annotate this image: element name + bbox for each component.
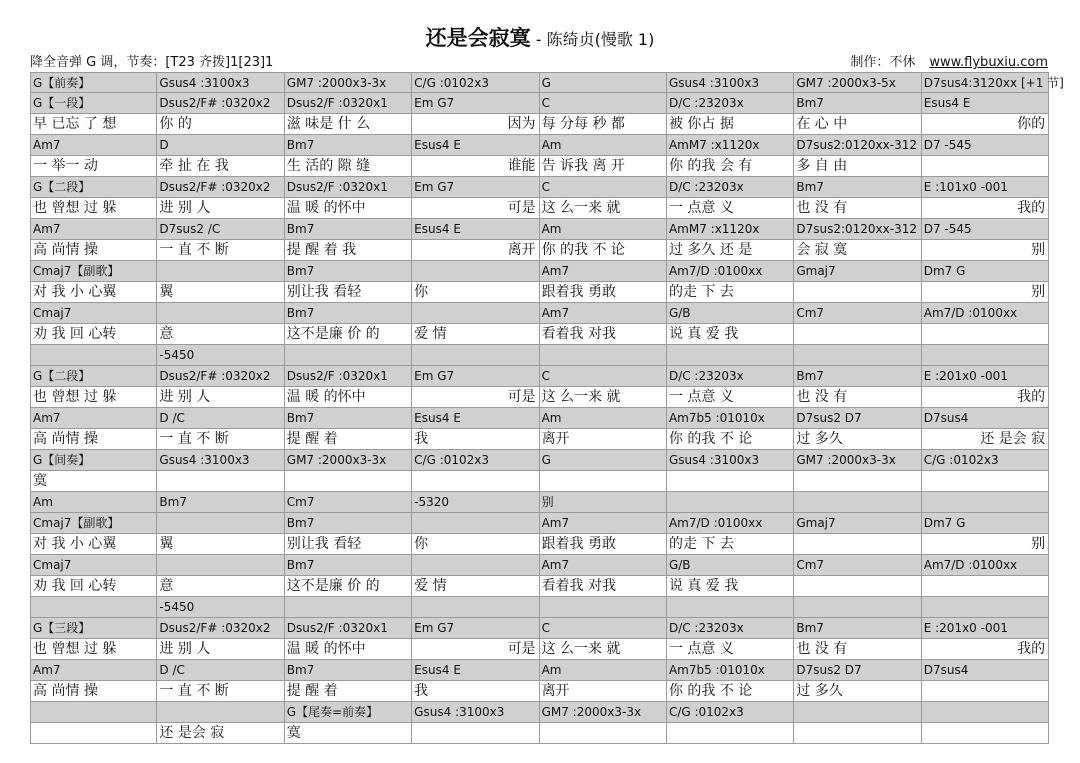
chord-cell: Em G7 [412, 177, 539, 198]
lyric-row [30, 723, 1049, 744]
lyric-cell: 因为 [412, 114, 539, 135]
lyric-cell: 每 分每 秒 都 [540, 114, 667, 135]
lyric-cell: 这 么一来 就 [540, 198, 667, 219]
chord-cell: Bm7 [285, 555, 412, 576]
chord-cell: G【二段】 [30, 366, 157, 387]
chord-cell: D/C :23203x [667, 618, 794, 639]
chord-row [30, 177, 1049, 198]
lyric-cell: 你 [412, 282, 539, 303]
lyric-cell [794, 576, 921, 597]
chord-cell: GM7 :2000x3-5x [794, 72, 921, 93]
chord-cell: Am7 [30, 408, 157, 429]
chord-cell: C [540, 618, 667, 639]
chord-cell [157, 702, 284, 723]
chord-cell: C/G :0102x3 [412, 72, 539, 93]
chord-cell: 别 [540, 492, 667, 513]
chord-cell [794, 702, 921, 723]
chord-cell: Gmaj7 [794, 513, 921, 534]
chord-cell: Am7/D :0100xx [922, 555, 1049, 576]
lyric-row [30, 156, 1049, 177]
chord-row [30, 702, 1049, 723]
chord-cell: G [540, 450, 667, 471]
chord-cell: Dsus2/F :0320x1 [285, 93, 412, 114]
chord-cell: G [540, 72, 667, 93]
chord-cell: C/G :0102x3 [922, 450, 1049, 471]
lyric-cell: 爱 情 [412, 324, 539, 345]
lyric-cell: 对 我 小 心翼 [30, 534, 157, 555]
lyric-cell [922, 471, 1049, 492]
chord-cell: Am [540, 219, 667, 240]
chord-cell: Em G7 [412, 366, 539, 387]
lyric-cell: 也 曾想 过 躲 [30, 387, 157, 408]
lyric-cell [794, 723, 921, 744]
lyric-cell [30, 723, 157, 744]
chord-cell [157, 555, 284, 576]
lyric-cell: 的走 下 去 [667, 282, 794, 303]
chord-cell: Dsus2/F# :0320x2 [157, 177, 284, 198]
lyric-cell [285, 471, 412, 492]
lyric-cell [794, 282, 921, 303]
chord-cell: Cmaj7【副歌】 [30, 513, 157, 534]
lyric-cell: 别让我 看轻 [285, 534, 412, 555]
chord-cell [285, 345, 412, 366]
lyric-cell: 可是 [412, 639, 539, 660]
lyric-cell: 过 多久 [794, 429, 921, 450]
lyric-cell: 还 是会 寂 [157, 723, 284, 744]
chord-cell [922, 345, 1049, 366]
chord-cell: C/G :0102x3 [667, 702, 794, 723]
lyric-row [30, 240, 1049, 261]
chord-cell: Am7/D :0100xx [667, 513, 794, 534]
chord-cell: D /C [157, 660, 284, 681]
chord-cell: Cmaj7 [30, 303, 157, 324]
lyric-cell: 你 的我 会 有 [667, 156, 794, 177]
author-name: 制作：不休 [850, 55, 916, 70]
lyric-cell [794, 471, 921, 492]
chord-row [30, 597, 1049, 618]
lyric-cell: 一 直 不 断 [157, 681, 284, 702]
lyric-row [30, 576, 1049, 597]
chord-cell: D/C :23203x [667, 93, 794, 114]
chord-cell: G【一段】 [30, 93, 157, 114]
lyric-cell: 我的 [922, 198, 1049, 219]
chord-cell: Esus4 E [922, 93, 1049, 114]
lyric-cell: 也 没 有 [794, 198, 921, 219]
chord-row [30, 408, 1049, 429]
chord-cell: C [540, 366, 667, 387]
chord-cell: Gsus4 :3100x3 [667, 450, 794, 471]
lyric-cell: 离开 [540, 429, 667, 450]
chord-cell: Bm7 [285, 261, 412, 282]
lyric-cell: 被 你占 据 [667, 114, 794, 135]
chord-cell: Gsus4 :3100x3 [667, 72, 794, 93]
lyric-cell: 你 [412, 534, 539, 555]
chord-cell: Cmaj7 [30, 555, 157, 576]
lyric-cell: 你 的我 不 论 [667, 681, 794, 702]
lyric-cell: 一 点意 义 [667, 639, 794, 660]
lyric-cell: 你的 [922, 114, 1049, 135]
lyric-cell: 跟着我 勇敢 [540, 534, 667, 555]
lyric-cell: 我 [412, 681, 539, 702]
chord-cell [30, 702, 157, 723]
lyric-cell: 一 点意 义 [667, 198, 794, 219]
lyric-cell [540, 471, 667, 492]
chord-cell: Am7 [540, 261, 667, 282]
lyric-cell: 生 活的 隙 缝 [285, 156, 412, 177]
lyric-cell: 跟着我 勇敢 [540, 282, 667, 303]
chord-cell: Dsus2/F# :0320x2 [157, 93, 284, 114]
lyric-cell: 可是 [412, 387, 539, 408]
chord-cell: D/C :23203x [667, 366, 794, 387]
chord-cell: C [540, 93, 667, 114]
lyric-cell: 你 的 [157, 114, 284, 135]
lyric-cell: 别 [922, 282, 1049, 303]
chord-cell: Bm7 [285, 513, 412, 534]
chord-cell [285, 597, 412, 618]
chord-cell: Cm7 [794, 303, 921, 324]
chord-row [30, 618, 1049, 639]
lyric-cell: 多 自 由 [794, 156, 921, 177]
chord-cell: Am7 [540, 513, 667, 534]
chord-cell: D7sus2:0120xx-312 [794, 135, 921, 156]
chord-row [30, 492, 1049, 513]
lyric-cell: 我的 [922, 387, 1049, 408]
chord-cell: G/B [667, 555, 794, 576]
chord-cell [412, 597, 539, 618]
chord-cell [157, 513, 284, 534]
lyric-cell: 你 的我 不 论 [667, 429, 794, 450]
chord-cell [540, 345, 667, 366]
lyric-cell: 还 是会 寂 [922, 429, 1049, 450]
chord-cell: C/G :0102x3 [412, 450, 539, 471]
lyric-cell: 意 [157, 324, 284, 345]
lyric-cell: 寞 [30, 471, 157, 492]
site-url-link[interactable]: www.flybuxiu.com [929, 55, 1048, 70]
lyric-cell: 提 醒 着 [285, 681, 412, 702]
lyric-cell: 这 么一来 就 [540, 387, 667, 408]
chord-cell: D7sus2 D7 [794, 660, 921, 681]
lyric-cell [157, 471, 284, 492]
lyric-cell: 进 别 人 [157, 387, 284, 408]
lyric-cell: 这不是廉 价 的 [285, 576, 412, 597]
chord-cell: Esus4 E [412, 660, 539, 681]
lyric-row [30, 282, 1049, 303]
chord-cell: Bm7 [285, 660, 412, 681]
chord-cell: -5450 [157, 345, 284, 366]
lyric-row [30, 114, 1049, 135]
lyric-cell: 一 直 不 断 [157, 429, 284, 450]
lyric-cell: 这 么一来 就 [540, 639, 667, 660]
chord-cell: Cmaj7【副歌】 [30, 261, 157, 282]
chord-cell: GM7 :2000x3-3x [540, 702, 667, 723]
chord-cell: Bm7 [285, 219, 412, 240]
chord-cell: E :201x0 -001 [922, 618, 1049, 639]
lyric-cell: 过 多久 还 是 [667, 240, 794, 261]
chord-cell: GM7 :2000x3-3x [285, 450, 412, 471]
chord-cell: D/C :23203x [667, 177, 794, 198]
chord-cell: G【三段】 [30, 618, 157, 639]
chord-cell: GM7 :2000x3-3x [794, 450, 921, 471]
chord-cell: D [157, 135, 284, 156]
song-title: 还是会寂寞 [425, 26, 531, 50]
chord-cell: Am7 [30, 660, 157, 681]
chord-cell: Dsus2/F :0320x1 [285, 366, 412, 387]
chord-cell: Bm7 [794, 93, 921, 114]
lyric-cell: 提 醒 着 [285, 429, 412, 450]
song-subtitle: - 陈绮贞(慢歌 1) [530, 30, 655, 49]
lyric-cell: 的走 下 去 [667, 534, 794, 555]
chord-cell: Am7b5 :01010x [667, 660, 794, 681]
chord-cell: Am7b5 :01010x [667, 408, 794, 429]
chord-cell: Dsus2/F :0320x1 [285, 618, 412, 639]
chord-cell: Dsus2/F# :0320x2 [157, 618, 284, 639]
lyric-cell: 早 已忘 了 想 [30, 114, 157, 135]
chord-cell: Am7 [540, 555, 667, 576]
lyric-cell [922, 576, 1049, 597]
chord-cell: Bm7 [794, 366, 921, 387]
chord-cell: Cm7 [794, 555, 921, 576]
chord-cell [922, 597, 1049, 618]
chord-cell: AmM7 :x1120x [667, 135, 794, 156]
lyric-cell: 对 我 小 心翼 [30, 282, 157, 303]
lyric-cell: 温 暖 的怀中 [285, 198, 412, 219]
chord-cell [540, 597, 667, 618]
chord-cell: Am7/D :0100xx [667, 261, 794, 282]
lyric-cell: 离开 [412, 240, 539, 261]
chord-row [30, 660, 1049, 681]
chord-cell: Esus4 E [412, 408, 539, 429]
chord-cell [30, 345, 157, 366]
chord-cell: Dsus2/F# :0320x2 [157, 366, 284, 387]
lyric-cell: 劝 我 回 心转 [30, 576, 157, 597]
lyric-cell: 滋 味是 什 么 [285, 114, 412, 135]
chord-cell: Em G7 [412, 618, 539, 639]
lyric-row [30, 534, 1049, 555]
lyric-cell: 我 [412, 429, 539, 450]
lyric-row [30, 324, 1049, 345]
chord-cell: Cm7 [285, 492, 412, 513]
lyric-cell: 也 曾想 过 躲 [30, 198, 157, 219]
lyric-cell: 爱 情 [412, 576, 539, 597]
lyric-cell: 进 别 人 [157, 639, 284, 660]
lyric-cell: 别 [922, 240, 1049, 261]
chord-cell: Bm7 [285, 135, 412, 156]
chord-cell: Am [30, 492, 157, 513]
chord-row [30, 513, 1049, 534]
lyric-cell: 说 真 爱 我 [667, 324, 794, 345]
chord-cell: -5320 [412, 492, 539, 513]
chord-cell: Am [540, 660, 667, 681]
chord-cell: Gmaj7 [794, 261, 921, 282]
chord-row [30, 555, 1049, 576]
chord-cell: Dm7 G [922, 513, 1049, 534]
chord-cell [922, 702, 1049, 723]
lyric-row [30, 198, 1049, 219]
chord-cell [412, 345, 539, 366]
lyric-cell: 别 [922, 534, 1049, 555]
chord-cell [30, 597, 157, 618]
chord-cell: Am7/D :0100xx [922, 303, 1049, 324]
chord-cell: D /C [157, 408, 284, 429]
chord-cell [794, 597, 921, 618]
chord-cell: G【前奏】 [30, 72, 157, 93]
chord-cell: Bm7 [285, 408, 412, 429]
lyric-cell [412, 471, 539, 492]
chord-row [30, 219, 1049, 240]
chord-cell: G/B [667, 303, 794, 324]
lyric-cell: 看着我 对我 [540, 576, 667, 597]
chord-cell: Bm7 [157, 492, 284, 513]
lyric-cell: 牵 扯 在 我 [157, 156, 284, 177]
chord-cell [412, 303, 539, 324]
chord-row [30, 366, 1049, 387]
chord-cell: E :201x0 -001 [922, 366, 1049, 387]
lyric-cell [922, 723, 1049, 744]
lyric-cell [922, 156, 1049, 177]
chord-cell: Gsus4 :3100x3 [157, 450, 284, 471]
lyric-cell [794, 324, 921, 345]
chord-row [30, 135, 1049, 156]
chord-cell: D7sus2 /C [157, 219, 284, 240]
chord-cell: Am [540, 408, 667, 429]
lyric-cell: 你 的我 不 论 [540, 240, 667, 261]
chord-row [30, 261, 1049, 282]
lyric-cell: 也 没 有 [794, 639, 921, 660]
chord-cell: Em G7 [412, 93, 539, 114]
lyric-cell: 我的 [922, 639, 1049, 660]
chord-cell: D7sus2 D7 [794, 408, 921, 429]
lyric-cell [922, 681, 1049, 702]
chord-cell [667, 597, 794, 618]
chord-cell: Dsus2/F :0320x1 [285, 177, 412, 198]
chord-cell: Am [540, 135, 667, 156]
chord-cell: Am7 [30, 135, 157, 156]
lyric-cell: 提 醒 着 我 [285, 240, 412, 261]
chord-cell: D7sus4 [922, 408, 1049, 429]
chord-cell: D7sus4 [922, 660, 1049, 681]
lyric-cell: 也 没 有 [794, 387, 921, 408]
lyric-cell: 翼 [157, 282, 284, 303]
chord-cell [794, 345, 921, 366]
chord-cell: Dm7 G [922, 261, 1049, 282]
lyric-cell: 温 暖 的怀中 [285, 639, 412, 660]
lyric-cell: 也 曾想 过 躲 [30, 639, 157, 660]
lyric-cell [667, 471, 794, 492]
lyric-cell: 在 心 中 [794, 114, 921, 135]
lyric-row [30, 639, 1049, 660]
chord-cell [157, 261, 284, 282]
chord-cell [412, 555, 539, 576]
chord-cell: G【尾奏=前奏】 [285, 702, 412, 723]
chord-cell [412, 261, 539, 282]
lyric-cell: 一 点意 义 [667, 387, 794, 408]
lyric-cell: 离开 [540, 681, 667, 702]
chord-cell: G【间奏】 [30, 450, 157, 471]
lyric-row [30, 471, 1049, 492]
chord-cell: Esus4 E [412, 135, 539, 156]
chord-cell: D7sus2:0120xx-312 [794, 219, 921, 240]
chord-cell: Am7 [30, 219, 157, 240]
key-and-rhythm-note: 降全音弹 G 调，节奏：[T23 齐拨]1[23]1 [30, 55, 274, 70]
lyric-cell: 看着我 对我 [540, 324, 667, 345]
song-title-block [0, 22, 1080, 52]
chord-cell: Bm7 [794, 177, 921, 198]
lyric-cell [667, 723, 794, 744]
lyric-row [30, 387, 1049, 408]
author-credit [850, 51, 1048, 70]
chord-cell: Bm7 [794, 618, 921, 639]
lyric-cell: 会 寂 寞 [794, 240, 921, 261]
chord-cell [794, 492, 921, 513]
chord-sheet-grid [30, 72, 1064, 744]
lyric-row [30, 429, 1049, 450]
chord-cell [157, 303, 284, 324]
chord-row [30, 345, 1049, 366]
lyric-cell: 谁能 [412, 156, 539, 177]
chord-row [30, 303, 1049, 324]
lyric-cell [412, 723, 539, 744]
lyric-row [30, 681, 1049, 702]
chord-cell: GM7 :2000x3-3x [285, 72, 412, 93]
chord-cell: Am7 [540, 303, 667, 324]
chord-cell [667, 345, 794, 366]
lyric-cell: 一 举一 动 [30, 156, 157, 177]
chord-cell: D7 -545 [922, 135, 1049, 156]
lyric-cell: 高 尚情 操 [30, 429, 157, 450]
lyric-cell [540, 723, 667, 744]
lyric-cell: 一 直 不 断 [157, 240, 284, 261]
lyric-cell: 可是 [412, 198, 539, 219]
chord-cell: Esus4 E [412, 219, 539, 240]
lyric-cell: 进 别 人 [157, 198, 284, 219]
chord-cell: G【二段】 [30, 177, 157, 198]
lyric-cell: 劝 我 回 心转 [30, 324, 157, 345]
lyric-cell [794, 534, 921, 555]
lyric-cell: 过 多久 [794, 681, 921, 702]
lyric-cell [922, 324, 1049, 345]
chord-cell: E :101x0 -001 [922, 177, 1049, 198]
chord-cell: D7 -545 [922, 219, 1049, 240]
chord-cell: Gsus4 :3100x3 [412, 702, 539, 723]
chord-cell: Bm7 [285, 303, 412, 324]
chord-row [30, 72, 1064, 93]
lyric-cell: 翼 [157, 534, 284, 555]
lyric-cell: 高 尚情 操 [30, 240, 157, 261]
lyric-cell: 别让我 看轻 [285, 282, 412, 303]
lyric-cell: 告 诉我 离 开 [540, 156, 667, 177]
chord-row [30, 450, 1049, 471]
lyric-cell: 温 暖 的怀中 [285, 387, 412, 408]
chord-cell: C [540, 177, 667, 198]
lyric-cell: 这不是廉 价 的 [285, 324, 412, 345]
chord-row [30, 93, 1049, 114]
chord-cell: D7sus4:3120xx [+1 节] [922, 72, 1049, 93]
chord-cell: Gsus4 :3100x3 [157, 72, 284, 93]
chord-cell: AmM7 :x1120x [667, 219, 794, 240]
lyric-cell: 说 真 爱 我 [667, 576, 794, 597]
lyric-cell: 意 [157, 576, 284, 597]
chord-cell [922, 492, 1049, 513]
chord-cell [667, 492, 794, 513]
lyric-cell: 寞 [285, 723, 412, 744]
lyric-cell: 高 尚情 操 [30, 681, 157, 702]
chord-cell [412, 513, 539, 534]
chord-cell: -5450 [157, 597, 284, 618]
